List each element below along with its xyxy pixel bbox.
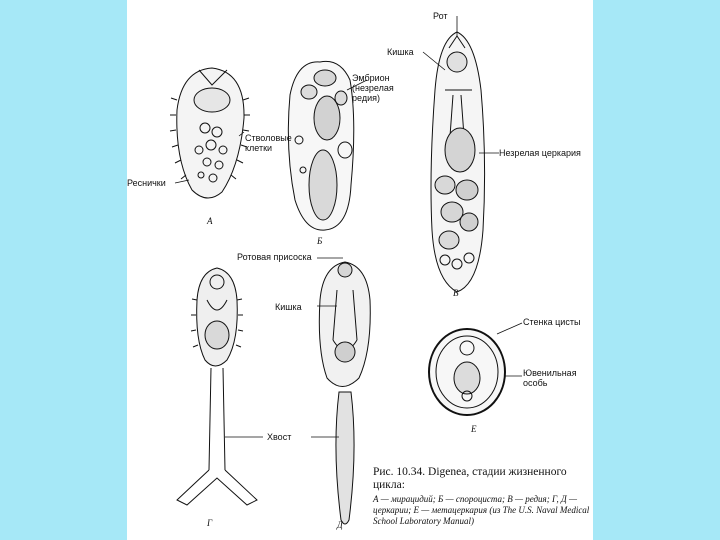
figure-caption [373,466,591,527]
figure-page [127,0,593,540]
metacercaria-drawing [429,329,505,415]
label-juvenile: Ювенильная особь [523,368,577,388]
label-oral-sucker: Ротовая присоска [237,252,312,262]
label-embryo: Эмбрион (незрелая редия) [352,73,394,103]
figure-letter-a: А [207,216,213,226]
figure-letter-d: Д [337,520,343,530]
label-stem-cells: Стволовые клетки [245,133,292,153]
forked-cercaria-drawing [177,268,257,505]
label-gut-mid: Кишка [275,302,302,312]
sporocyst-drawing [288,61,353,230]
caption-body: А — мирацидий; Б — спороциста; В — редия; Г, Д — церкарии; Е — метацеркария (из The U.S. Naval Medical School Laboratory Manual) [373,494,590,526]
figure-letter-g: Г [207,518,213,528]
label-tail: Хвост [267,432,292,442]
label-immature-cercaria: Незрелая церкария [499,148,581,158]
simple-cercaria-drawing [319,262,370,524]
figure-letter-b: Б [317,236,323,246]
figure-letter-e: Е [471,424,477,434]
figure-letter-v: В [453,288,459,298]
label-cyst-wall: Стенка цисты [523,317,581,327]
miracidium-drawing [170,68,250,198]
label-cilia: Реснички [127,178,166,188]
redia-drawing [431,32,485,292]
caption-title: Рис. 10.34. Digenea, стадии жизненного цикла: [373,466,567,491]
label-gut-top: Кишка [387,47,414,57]
label-mouth: Рот [433,11,448,21]
